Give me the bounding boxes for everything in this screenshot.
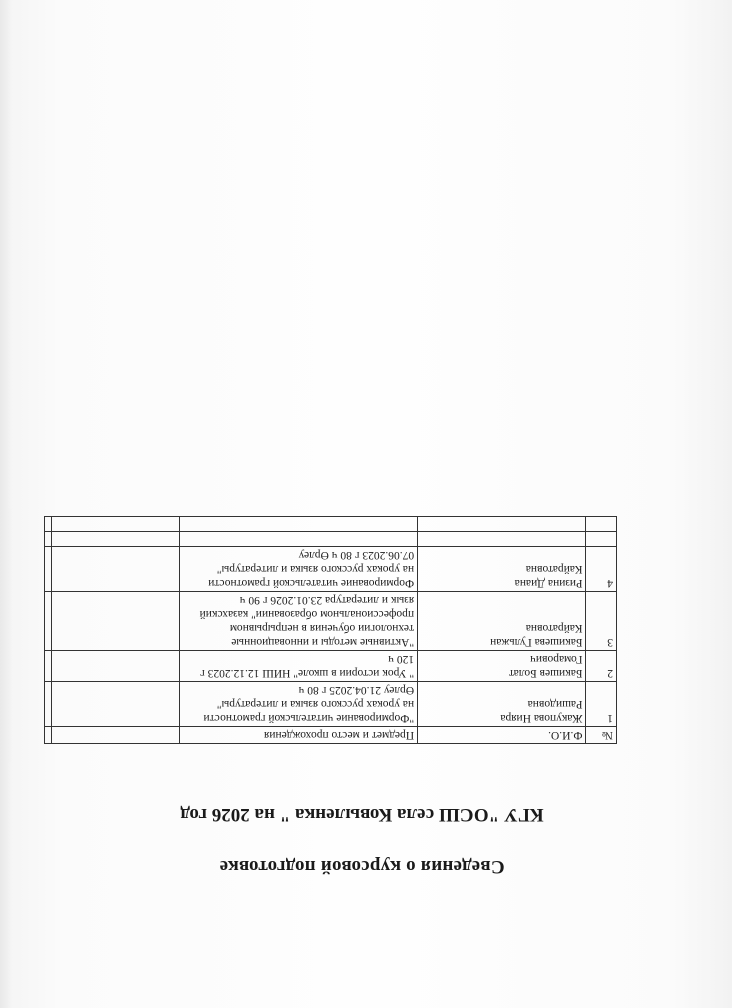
course-line: "Формирование читательской грамотности [203,712,415,724]
table-row [45,651,617,682]
row-extra [52,682,180,727]
header-fio: Ф.И.О. [418,727,586,744]
course-line: Формирование читательской грамотности [208,577,415,589]
course-line: язык и литература 23.01.2026 г 90 ч [239,594,415,606]
row-number: 4 [586,547,617,592]
course-line: 07.06.2023 г 80 ч Өрлеу [298,549,415,561]
empty-cell [52,517,180,532]
course-line: на уроках русского языка и литературы" [216,698,415,710]
row-name [418,592,586,651]
empty-cell [45,517,52,532]
name-line: Жакупова Нияра [500,712,583,724]
document-title-block [82,802,642,878]
document-title: Сведения о курсовой подготовке [219,856,505,877]
row-extra [52,651,180,682]
course-line: Өрлеу 21.04.2025 г 80 ч [298,684,415,696]
table-header-row [45,727,617,744]
table-row [45,682,617,727]
empty-cell [418,532,586,547]
row-name [418,651,586,682]
row-extra [45,592,52,651]
table-row-empty [45,517,617,532]
name-line: Гомарович [530,653,583,665]
empty-cell [418,517,586,532]
header-extra-1 [52,727,180,744]
course-line: " Урок истории в школе" НИШ 12.12.2023 г [199,667,415,679]
row-extra [52,592,180,651]
row-course [179,682,417,727]
empty-cell [586,517,617,532]
row-course [179,651,417,682]
empty-cell [179,517,417,532]
course-line: профессиональном образовании" казахский [199,608,415,620]
name-line: Бакишева Гульжан [490,636,583,648]
row-extra [45,682,52,727]
table-row-empty [45,532,617,547]
row-name [418,682,586,727]
course-line: технологии обучения в непрырывном [229,622,415,634]
name-line: Кайратовна [525,622,583,634]
name-line: Бакишев Болат [508,667,583,679]
empty-cell [45,532,52,547]
row-name [418,547,586,592]
row-extra [52,547,180,592]
course-line: 120 ч [388,653,415,665]
empty-cell [586,532,617,547]
row-course [179,547,417,592]
row-number: 2 [586,651,617,682]
empty-cell [52,532,180,547]
header-extra-2 [45,727,52,744]
name-line: Ризина Диана [514,577,583,589]
row-number: 1 [586,682,617,727]
table-row [45,547,617,592]
row-extra [45,547,52,592]
document-subtitle: КГУ "ОСШ села Ковыленка " на 2026 год [180,804,544,825]
header-subject: Предмет и место прохождения [179,727,417,744]
courses-table [44,516,617,744]
empty-cell [179,532,417,547]
name-line: Кайратовна [525,563,583,575]
table-row [45,592,617,651]
course-line: на уроках русского языка и литературы" [216,563,415,575]
header-number: № [586,727,617,744]
row-course [179,592,417,651]
course-line: "Активные методы и инновационные [231,636,415,648]
name-line: Рашидовна [527,698,583,710]
row-number: 3 [586,592,617,651]
row-extra [45,651,52,682]
